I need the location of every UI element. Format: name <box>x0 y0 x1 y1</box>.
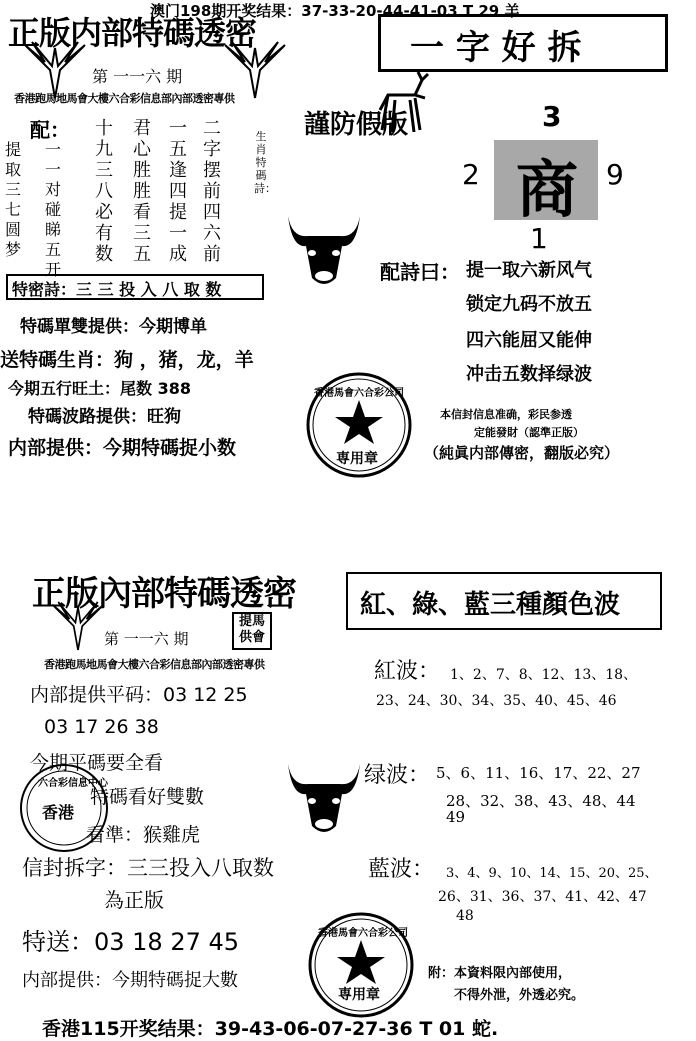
poem-line-3: 四六能屈又能伸 <box>466 330 592 351</box>
seal-sub-bottom: 専用章 <box>338 987 380 1003</box>
red-wave-numbers-2: 23、24、30、34、35、40、45、46 <box>376 693 617 709</box>
page-title: 正版内部特碼透密 <box>8 14 257 52</box>
zodiac-line: 送特碼生肖：狗 ，猪，龙，羊 <box>0 349 254 371</box>
side-note: 生肖特碼詩： <box>254 130 276 195</box>
te-song-line: 特送：03 18 27 45 <box>22 928 240 956</box>
vertical-text-left-2: 一一对碰睇五开 <box>44 140 61 279</box>
vertical-text-left: 提取三七圆梦 <box>4 140 21 259</box>
note-1: 附：本資料限內部使用， <box>428 966 572 981</box>
secret-poem: 特密詩：三 三 投 入 八 取 数 <box>12 280 222 299</box>
red-wave-label: 紅波： <box>374 659 441 684</box>
green-wave-numbers-3: 49 <box>446 808 466 826</box>
zodiac-hint: 看準：猴雞虎 <box>86 824 201 846</box>
red-wave-numbers-1: 1、2、7、8、12、13、18、 <box>450 667 638 683</box>
seal-ring-text-bottom: 香港馬會六合彩公司 <box>318 928 408 939</box>
stamp: 提馬 供會 <box>238 614 265 645</box>
single-double-line: 特碼單雙提供：今期博单 <box>20 317 207 337</box>
center-char: 商 <box>516 153 579 226</box>
poem-col-1: 十九三八必有数 <box>95 118 113 265</box>
ox-icon <box>282 208 366 292</box>
number-1: 1 <box>530 222 548 255</box>
number-3: 3 <box>542 100 562 133</box>
envelope-line: 信封拆字：三三投入八取数 <box>22 856 274 880</box>
footer-result: 香港115开奖结果：39-43-06-07-27-36 T 01 蛇. <box>42 1018 499 1040</box>
inner-provide-line: 内部提供：今期特碼捉小数 <box>8 437 237 459</box>
wave-line: 特碼波路提供：旺狗 <box>28 407 181 427</box>
ox-icon <box>282 756 366 840</box>
poem-col-2: 君心胜胜看三五 <box>133 118 151 265</box>
issue-number: 第 一一六 期 <box>92 67 183 86</box>
info-seal-text: 六合彩信息中心 <box>38 778 108 789</box>
flat-codes-line: 内部提供平码：03 12 25 <box>30 684 248 706</box>
special-hint: 特碼看好雙數 <box>90 786 205 808</box>
blue-wave-numbers-1: 3、4、9、10、14、15、20、25、 <box>446 866 658 881</box>
note-2: 不得外泄，外透必究。 <box>454 988 585 1003</box>
blue-wave-label: 藍波： <box>368 857 435 882</box>
company-line: 香港跑馬地馬會大樓六合彩信息部內部透密專供 <box>14 92 235 105</box>
seal-sub: 専用章 <box>336 451 378 467</box>
bottom-issue: 第 一一六 期 <box>104 630 189 648</box>
notice-3: （純眞内部傳密，翻版必究） <box>424 444 620 462</box>
number-9: 9 <box>606 158 624 191</box>
poem-line-2: 锁定九码不放五 <box>466 294 592 315</box>
box-title: 一 字 好 拆 <box>410 28 582 68</box>
seal-ring-text: 香港馬會六合彩公司 <box>314 388 404 399</box>
poem-line-1: 提一取六新风气 <box>466 260 592 281</box>
eagle-icon <box>48 600 108 652</box>
bottom-company: 香港跑馬地馬會大樓六合彩信息部內部透密專供 <box>44 658 265 671</box>
anti-fake-label: 謹防假版 <box>304 110 409 140</box>
pei-label: 配： <box>30 118 70 142</box>
inner-provide-bottom: 内部提供：今期特碼捉大數 <box>22 970 238 991</box>
notice-1: 本信封信息准确，彩民参透 <box>440 408 572 421</box>
poem-col-3: 一五逢四提一成 <box>169 118 187 265</box>
flat-codes-line-2: 03 17 26 38 <box>44 716 159 738</box>
poem-label: 配詩曰： <box>380 260 460 284</box>
poem-line-4: 冲击五数择绿波 <box>466 364 592 385</box>
bottom-title: 正版內部特碼透密 <box>32 574 296 614</box>
notice-2: 定能發財（認準正版） <box>474 426 584 439</box>
blue-wave-numbers-3: 48 <box>456 908 474 924</box>
green-wave-numbers-2: 28、32、38、43、48、44 <box>446 792 636 810</box>
blue-wave-numbers-2: 26、31、36、37、41、42、47 <box>438 889 647 905</box>
number-2: 2 <box>462 158 480 191</box>
header-result: 澳门198期开奖结果：37-33-20-44-41-03 T 29 羊 <box>150 2 520 20</box>
info-seal-sub: 香港 <box>42 803 75 822</box>
green-wave-label: 绿波： <box>364 763 431 788</box>
wave-title: 紅、綠、藍三種顏色波 <box>360 590 621 620</box>
green-wave-numbers-1: 5、6、11、16、17、22、27 <box>436 764 641 782</box>
flat-hint: 今期平碼要全看 <box>30 752 164 774</box>
poem-col-4: 二字摆前四六前 <box>203 118 221 265</box>
five-elements-line: 今期五行旺土：尾数 388 <box>8 379 191 398</box>
official-label: 為正版 <box>104 888 164 912</box>
